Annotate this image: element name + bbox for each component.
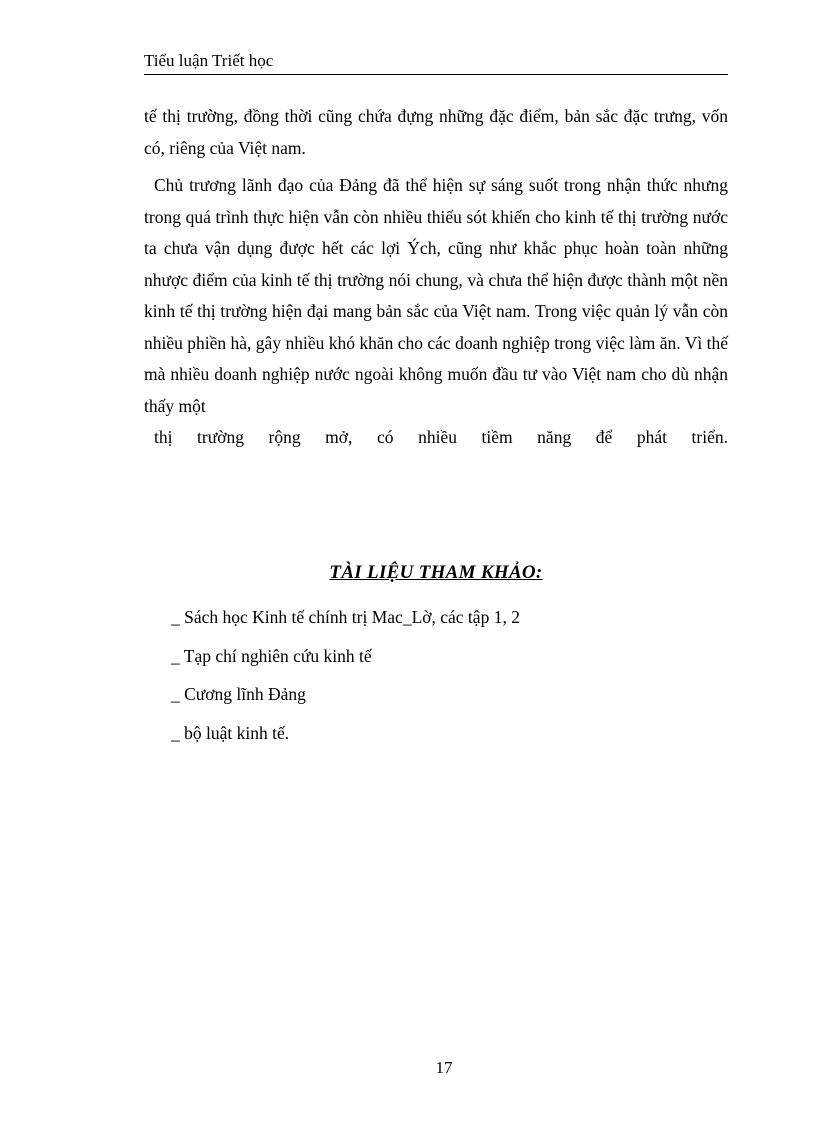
reference-item: _ Tạp chí nghiên cứu kinh tế: [171, 645, 372, 666]
references-list: [171, 602, 520, 756]
body-paragraph-2-text: Chủ trương lãnh đạo của Đảng đã thể hiện sự sáng suốt trong nhận thức nhưng trong quá trình thực hiện vẫn còn nhiều thiếu sót khiến cho kinh tế thị trường nước ta chưa vận dụng được hết các lợi Ých, cũng như khắc phục hoàn toàn những nhược điểm của kinh tế thị trường nói chung, và chưa thể hiện được thành một nền kinh tế thị trường hiện đại mang bản sắc của Việt nam. Trong việc quản lý vẫn còn nhiều phiền hà, gây nhiều khó khăn cho các doanh nghiệp trong việc làm ăn. Vì thế mà nhiều doanh nghiệp nước ngoài không muốn đầu tư vào Việt nam cho dù nhận thấy một: [144, 175, 728, 416]
header-title: Tiểu luận Triết học: [144, 51, 274, 70]
body-paragraph-2: [144, 170, 728, 454]
reference-item: _ bộ luật kinh tế.: [171, 722, 290, 743]
references-title: TÀI LIỆU THAM KHẢO:: [329, 562, 543, 583]
reference-item: _ Sách học Kinh tế chính trị Mac_Lờ, các tập 1, 2: [171, 607, 520, 627]
body-paragraph-1: tế thị trường, đồng thời cũng chứa đựng những đặc điểm, bản sắc đặc trưng, vốn có, riêng của Việt nam.: [144, 106, 728, 158]
body-paragraph-2-last-line: thị trường rộng mở, có nhiều tiềm năng để phát triển.: [154, 427, 728, 447]
reference-item: _ Cương lĩnh Đảng: [171, 684, 306, 704]
page-number: 17: [435, 1058, 453, 1077]
page-header: [144, 48, 728, 75]
